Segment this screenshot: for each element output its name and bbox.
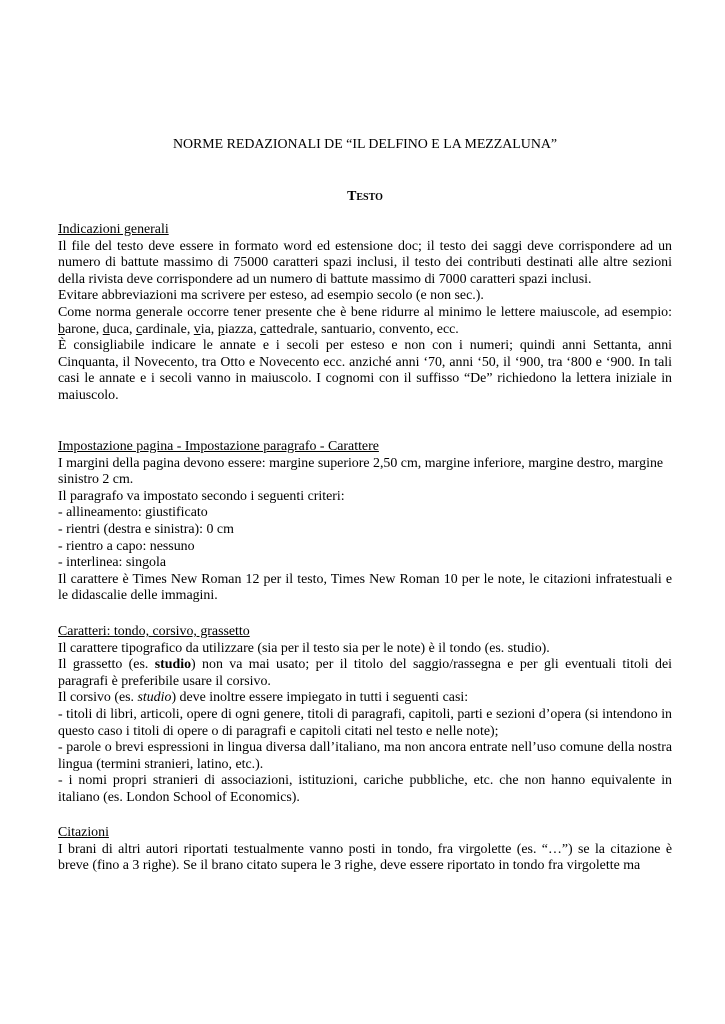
bullet-item: - parole o brevi espressioni in lingua diversa dall’italiano, ma non ancora entrate nell’uso comune della nostra lingua (termini stranieri, latino, etc.). <box>58 740 672 772</box>
underlined-letter: b <box>58 321 65 337</box>
example-word: ardinale, <box>142 321 194 337</box>
paragraph <box>58 305 672 338</box>
example-word: iazza, <box>224 321 261 337</box>
list-item: - rientro a capo: nessuno <box>58 538 195 554</box>
underlined-letter: p <box>217 321 225 337</box>
underlined-letter: v <box>193 321 201 337</box>
paragraph: I brani di altri autori riportati testualmente vanno posti in tondo, fra virgolette (es. “…”) se la citazione è breve (fino a 3 righe). Se il brano citato supera le 3 righe, deve essere riportato in tondo fra virgolette ma <box>58 841 672 874</box>
example-word: attedrale, santuario, convento, ecc. <box>266 321 459 337</box>
paragraph: Il carattere tipografico da utilizzare (sia per il testo sia per le note) è il tondo (es. studio). <box>58 640 550 656</box>
underlined-letter: d <box>102 321 110 337</box>
section-subtitle: Testo <box>347 189 383 204</box>
list-item: - allineamento: giustificato <box>58 505 208 521</box>
paragraph: Il file del testo deve essere in formato word ed estensione doc; il testo dei saggi deve corrispondere ad un numero di battute massimo di 75000 caratteri spazi inclusi, il testo dei contributi destinati alle altre sezioni della rivista deve corrispondere ad un numero di battute massimo di 7000 caratteri spazi inclusi. <box>58 238 672 287</box>
section-heading: Caratteri: tondo, corsivo, grassetto <box>58 624 250 639</box>
section-heading: Impostazione pagina - Impostazione paragrafo - Carattere <box>58 439 379 454</box>
example-word: uca, <box>109 321 136 337</box>
paragraph <box>58 690 672 707</box>
example-word: arone, <box>64 321 103 337</box>
section-heading: Citazioni <box>58 825 109 840</box>
section-heading: Indicazioni generali <box>58 222 169 237</box>
bullet-item: - titoli di libri, articoli, opere di ogni genere, titoli di paragrafi, capitoli, parti e sezioni d’opera (si intendono in questo caso i titoli di opere o di paragrafi e capitoli citati nel testo e nelle note); <box>58 706 672 739</box>
paragraph: Evitare abbreviazioni ma scrivere per esteso, ad esempio secolo (e non sec.). <box>58 288 484 304</box>
list-item: - rientri (destra e sinistra): 0 cm <box>58 521 234 537</box>
paragraph-text: Il grassetto (es. <box>58 657 155 673</box>
list-item: - interlinea: singola <box>58 555 167 571</box>
paragraph-text: ) deve inoltre essere impiegato in tutti i seguenti casi: <box>171 690 469 706</box>
paragraph: Il carattere è Times New Roman 12 per il testo, Times New Roman 10 per le note, le citazioni infratestuali e le didascalie delle immagini. <box>58 571 672 604</box>
underlined-letter: c <box>135 321 143 337</box>
paragraph-text: Come norma generale occorre tener presente che è bene ridurre al minimo le lettere maiuscole, ad esempio: <box>58 304 672 320</box>
section-layout <box>58 439 672 605</box>
section-general <box>58 222 672 405</box>
paragraph-text: ) non va mai usato; per il titolo del saggio/rassegna e per gli eventuali titoli dei paragrafi è preferibile usare il corsivo. <box>58 657 672 689</box>
paragraph-text: Il corsivo (es. <box>58 690 138 706</box>
underlined-letter: c <box>260 321 267 337</box>
paragraph: Il paragrafo va impostato secondo i seguenti criteri: <box>58 488 345 504</box>
section-quotes <box>58 825 672 875</box>
section-fonts <box>58 624 672 807</box>
paragraph <box>58 657 672 690</box>
bullet-item: - i nomi propri stranieri di associazioni, istituzioni, cariche pubbliche, etc. che non hanno equivalente in italiano (es. London School of Economics). <box>58 773 672 805</box>
paragraph: È consigliabile indicare le annate e i secoli per esteso e non con i numeri; quindi anni Settanta, anni Cinquanta, il Novecento, tra Otto e Novecento ecc. anziché anni ‘70, anni ‘50, il ‘900, tra ‘800 e ‘900. In tali casi le annate e i secoli vanno in maiuscolo. I cognomi con il suffisso “De” richiedono la lettera iniziale in maiuscolo. <box>58 338 672 403</box>
document-title: NORME REDAZIONALI DE “IL DELFINO E LA MEZZALUNA” <box>172 137 558 152</box>
bold-example: studio <box>154 657 192 673</box>
example-word: ia, <box>200 321 218 337</box>
paragraph: I margini della pagina devono essere: margine superiore 2,50 cm, margine inferiore, margine destro, margine sinistro 2 cm. <box>58 455 664 488</box>
italic-example: studio <box>137 690 172 706</box>
